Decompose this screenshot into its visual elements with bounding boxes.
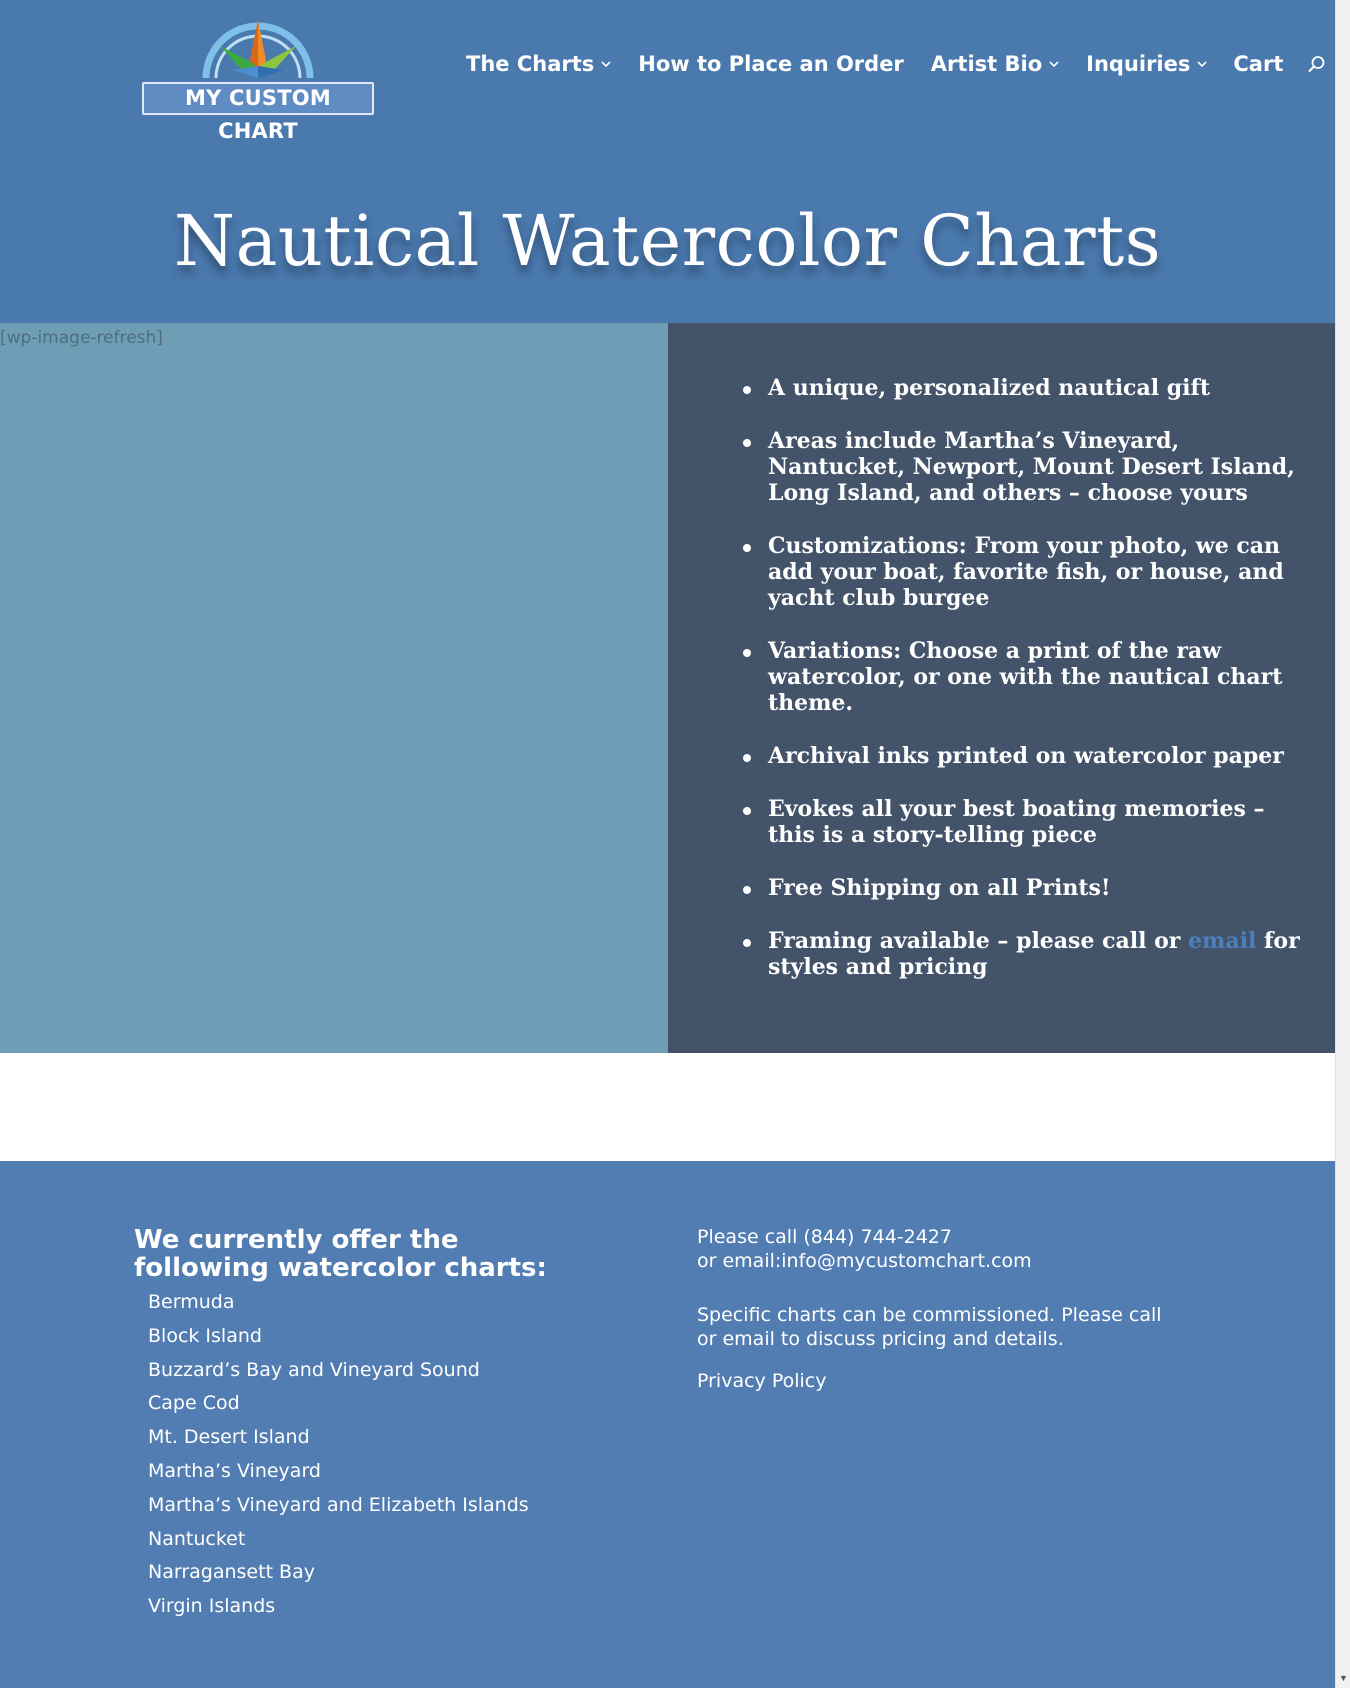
charts-offer-heading: We currently offer the following watercolor charts:: [134, 1225, 547, 1283]
framing-text: for styles and pricing: [768, 928, 1300, 980]
feature-item: Archival inks printed on watercolor paper: [743, 743, 1318, 769]
chart-link[interactable]: Block Island: [148, 1324, 262, 1347]
chart-link[interactable]: Bermuda: [148, 1291, 235, 1313]
page-scrollbar[interactable]: [1335, 0, 1350, 1688]
main-nav: [466, 48, 1326, 80]
scroll-down-arrow-icon[interactable]: ▼: [1339, 1673, 1348, 1683]
privacy-policy-link[interactable]: Privacy Policy: [697, 1370, 827, 1392]
chevron-down-icon: [601, 58, 611, 71]
contact-info: [697, 1225, 1167, 1423]
logo-text: MY CUSTOM CHART: [185, 86, 331, 143]
commission-text: Specific charts can be commissioned. Please call or email to discuss pricing and details.: [697, 1304, 1162, 1350]
nav-item-the-charts[interactable]: [466, 52, 611, 76]
feature-item: Areas include Martha’s Vineyard, Nantucket, Newport, Mount Desert Island, Long Island, and others – choose yours: [743, 428, 1318, 506]
chevron-down-icon: [1197, 58, 1207, 71]
nav-item-label: The Charts: [466, 52, 595, 76]
image-panel: [0, 323, 668, 1053]
phone-text: Please call (844) 744-2427: [697, 1226, 952, 1248]
nav-item-how-to-place-an-order[interactable]: [638, 52, 904, 76]
nav-item-inquiries[interactable]: [1086, 52, 1207, 76]
chart-link[interactable]: Virgin Islands: [148, 1595, 276, 1618]
chart-link[interactable]: Cape Cod: [148, 1392, 240, 1415]
chart-link[interactable]: Buzzard’s Bay and Vineyard Sound: [148, 1358, 480, 1381]
feature-item: Customizations: From your photo, we can add your boat, favorite fish, or house, and yacht club burgee: [743, 533, 1318, 611]
feature-item: Free Shipping on all Prints!: [743, 875, 1318, 901]
site-footer: [0, 1161, 1335, 1688]
chevron-down-icon: [1049, 58, 1059, 71]
nav-item-artist-bio[interactable]: [931, 52, 1059, 76]
features-list: [743, 375, 1318, 1007]
feature-item: Variations: Choose a print of the raw watercolor, or one with the nautical chart theme.: [743, 638, 1318, 716]
email-link[interactable]: email: [1188, 928, 1257, 954]
feature-item-framing: [743, 928, 1318, 980]
search-icon[interactable]: [1307, 55, 1326, 74]
feature-item: A unique, personalized nautical gift: [743, 375, 1318, 401]
chart-link[interactable]: Martha’s Vineyard: [148, 1459, 321, 1482]
nav-item-label: Inquiries: [1086, 52, 1191, 76]
compass-rose-icon: [198, 14, 318, 86]
chart-link[interactable]: Nantucket: [148, 1527, 246, 1550]
chart-link[interactable]: Martha’s Vineyard and Elizabeth Islands: [148, 1493, 529, 1516]
email-text: or email:info@mycustomchart.com: [697, 1250, 1032, 1272]
nav-item-label: Artist Bio: [930, 52, 1043, 76]
charts-list: [148, 1291, 529, 1629]
feature-item: Evokes all your best boating memories – this is a story-telling piece: [743, 796, 1318, 848]
site-header: [0, 0, 1335, 323]
features-panel: [668, 323, 1335, 1053]
page-title: Nautical Watercolor Charts: [173, 200, 1162, 282]
nav-item-label: How to Place an Order: [638, 52, 904, 76]
contact-lines: [697, 1225, 1167, 1273]
framing-text: Framing available – please call or: [768, 928, 1189, 954]
nav-item-cart[interactable]: [1233, 52, 1283, 76]
chart-link[interactable]: Mt. Desert Island: [148, 1426, 310, 1449]
site-logo[interactable]: [142, 14, 374, 143]
nav-item-label: Cart: [1233, 52, 1284, 76]
spacer-band: [0, 1053, 1335, 1161]
chart-link[interactable]: Narragansett Bay: [148, 1561, 315, 1584]
image-shortcode-text: [wp-image-refresh]: [0, 328, 163, 348]
